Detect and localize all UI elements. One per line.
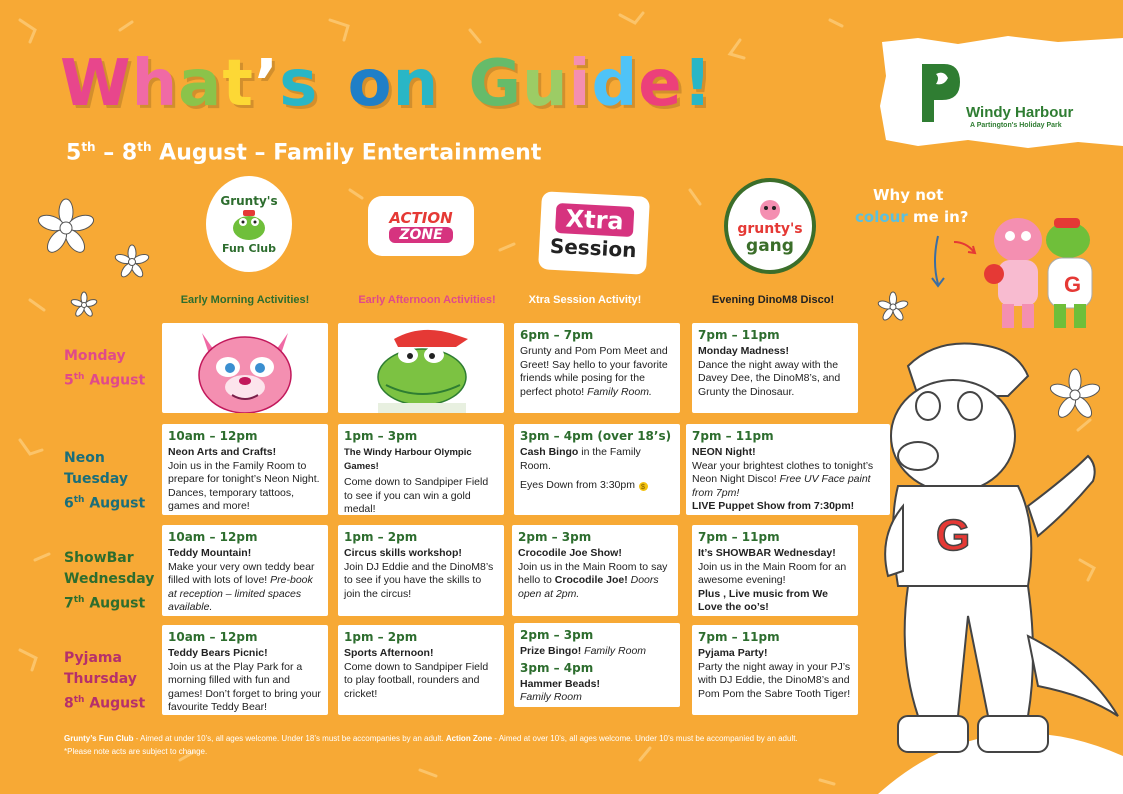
tuesday-xtra-card: 3pm – 4pm (over 18’s) Cash Bingo in the Family Room. Eyes Down from 3:30pm $: [514, 424, 680, 515]
title-letter: i: [568, 47, 592, 121]
monday-morning-image: [162, 323, 328, 413]
title-letter: W: [60, 47, 132, 121]
grunty-dino-icon: [229, 208, 269, 242]
pom-pom-tiger-icon: [755, 197, 785, 221]
title-letter: n: [392, 47, 440, 121]
wednesday-evening-card: 7pm – 11pm It’s SHOWBAR Wednesday! Join us in the Main Room for an awesome evening! Plus , Live music from We Love the oo’s!: [692, 525, 858, 616]
title-letter: e: [638, 47, 683, 121]
wednesday-morning-card: 10am – 12pm Teddy Mountain! Make your very own teddy bear filled with lots of love! Pre-book at reception – limited spaces available.: [162, 525, 328, 616]
thursday-evening-card: 7pm – 11pm Pyjama Party! Party the night away in your PJ’s with DJ Eddie, the DinoM8’s and Pom Pom the Sabre Tooth Tiger!: [692, 625, 858, 715]
brand-tagline: A Partington's Holiday Park: [970, 122, 1062, 129]
svg-text:G: G: [1064, 272, 1082, 297]
row-heading-wednesday: ShowBar Wednesday 7th August: [64, 550, 155, 612]
xtra-session-badge: Xtra Session: [538, 191, 650, 275]
title-letter: h: [131, 47, 179, 121]
money-bag-icon: [638, 480, 649, 491]
brand-name: Windy Harbour: [966, 104, 1074, 121]
page-title: [60, 47, 713, 121]
thursday-xtra-card: 2pm – 3pm Prize Bingo! Family Room 3pm – 4pm Hammer Beads! Family Room: [514, 623, 680, 707]
gruntys-gang-badge: grunty's gang: [724, 178, 816, 274]
title-letter: [318, 47, 341, 121]
wednesday-xtra-card: 2pm – 3pm Crocodile Joe Show! Join us in the Main Room to say hello to Crocodile Joe! Doors open at 2pm.: [512, 525, 678, 616]
tuesday-afternoon-card: 1pm – 3pm The Windy Harbour Olympic Games! Come down to Sandpiper Field to see if you can win a gold medal!: [338, 424, 504, 515]
monday-evening-card: 7pm – 11pm Monday Madness! Dance the night away with the Davey Dee, the DinoM8’s, and Grunty the Dinosaur.: [692, 323, 858, 413]
grunty-dino-face-icon: [338, 323, 504, 413]
monday-xtra-card: 6pm – 7pm Grunty and Pom Pom Meet and Greet! Say hello to your favorite friends while posing for the perfect photo! Family Room.: [514, 323, 680, 413]
windy-harbour-p-icon: [918, 60, 962, 124]
action-zone-badge: ACTION ZONE: [368, 196, 474, 256]
characters-colour-icon: [984, 200, 1104, 335]
title-letter: a: [178, 47, 223, 121]
pom-pom-tiger-face-icon: [162, 323, 328, 413]
title-letter: o: [347, 47, 393, 121]
thursday-morning-card: 10am – 12pm Teddy Bears Picnic! Join us at the Play Park for a morning filled with fun and games! Don’t forget to bring your favourite Teddy Bear!: [162, 625, 328, 715]
title-letter: !: [682, 47, 713, 121]
colour-me-in-prompt: Why not colour me in?: [855, 186, 969, 226]
footer-notes: Grunty’s Fun Club - Aimed at under 10’s, all ages welcome. Under 18’s must be accompanies by an adult. Action Zone - Aimed at over 10’s, all ages welcome. Under 10’s must be accompanied by an adult. *Please note acts are subject to change.: [64, 734, 798, 756]
title-letter: G: [468, 47, 522, 121]
row-heading-tuesday: Neon Tuesday 6th August: [64, 450, 146, 512]
grunty-colouring-outline-icon: [858, 336, 1123, 794]
column-heading-xtra: Xtra Session Activity!: [528, 294, 642, 306]
svg-text:G: G: [936, 511, 971, 560]
title-letter: d: [591, 47, 639, 121]
title-letter: s: [279, 47, 319, 121]
wednesday-afternoon-card: 1pm – 2pm Circus skills workshop! Join DJ Eddie and the DinoM8’s to see if you have the skills to join the circus!: [338, 525, 504, 616]
brand-logo: [878, 36, 1123, 148]
title-letter: t: [222, 47, 254, 121]
column-heading-morning: Early Morning Activities!: [180, 294, 310, 306]
page-subtitle: 5th – 8th August – Family Entertainment: [66, 140, 542, 166]
row-heading-thursday: Pyjama Thursday 8th August: [64, 650, 146, 712]
row-heading-monday: Monday 5th August: [64, 348, 146, 389]
title-letter: ’: [253, 47, 280, 121]
thursday-afternoon-card: 1pm – 2pm Sports Afternoon! Come down to Sandpiper Field to play football, rounders and cricket!: [338, 625, 504, 715]
grunty-fun-club-badge: Grunty's Fun Club: [206, 176, 292, 272]
tuesday-evening-card: 7pm – 11pm NEON Night! Wear your brightest clothes to tonight’s Neon Night Disco! Free UV Face paint from 7pm! LIVE Puppet Show from 7:30pm!: [686, 424, 890, 515]
monday-afternoon-image: [338, 323, 504, 413]
svg-text:$: $: [640, 483, 645, 491]
title-letter: u: [521, 47, 569, 121]
column-heading-afternoon: Early Afternoon Activities!: [358, 294, 496, 306]
column-heading-evening: Evening DinoM8 Disco!: [711, 294, 835, 306]
title-letter: [439, 47, 462, 121]
tuesday-morning-card: 10am – 12pm Neon Arts and Crafts! Join us in the Family Room to prepare for tonight’s Neon Night. Dances, temporary tattoos, games and more!: [162, 424, 328, 515]
torn-paper-icon: [878, 36, 1123, 148]
arrow-icons: [922, 232, 982, 292]
